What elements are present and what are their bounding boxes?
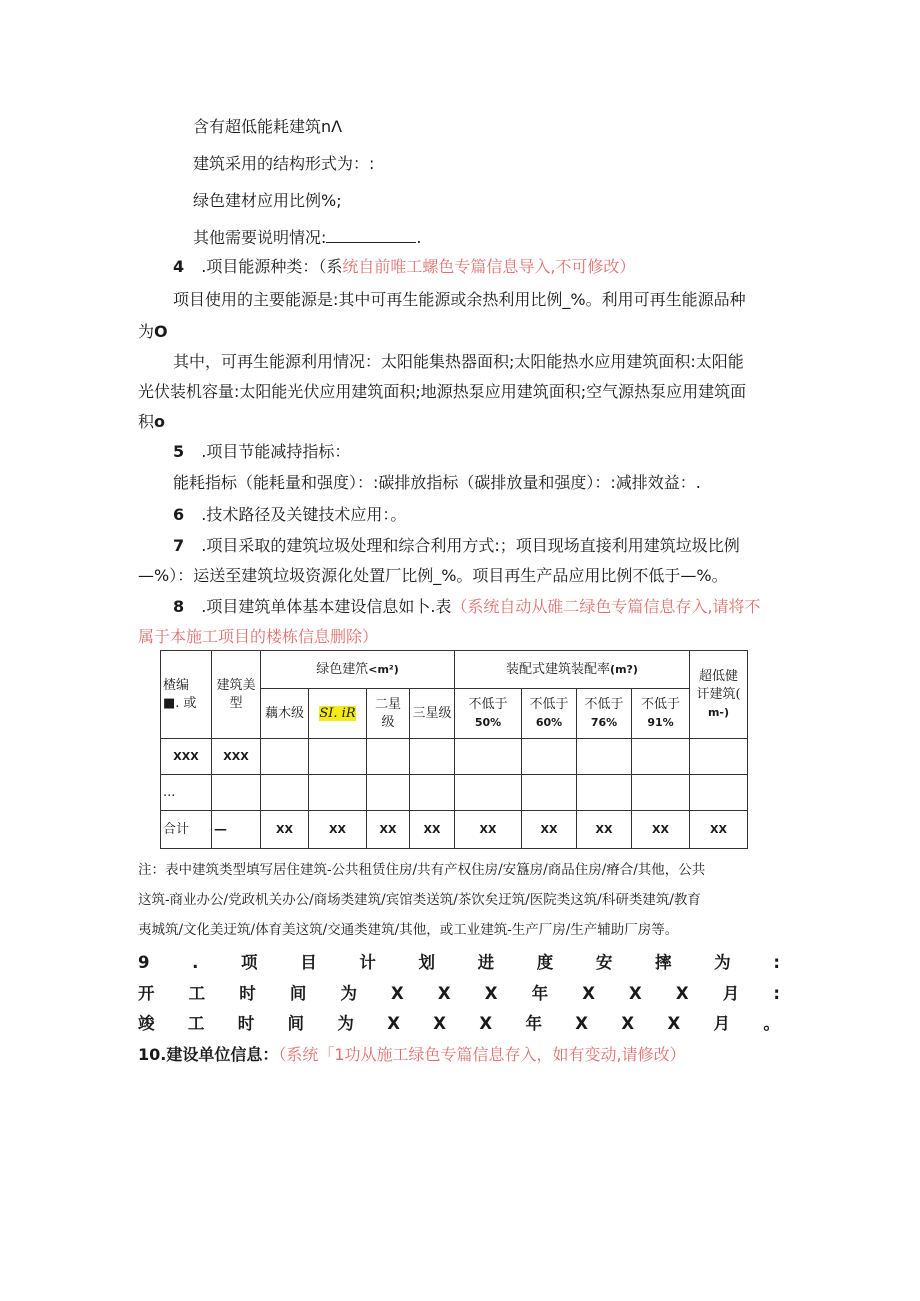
s9-char: 进 — [477, 953, 495, 972]
total-prefab-50: XX — [455, 811, 522, 849]
subheader-prefab-60-label: 不低于 — [529, 696, 569, 712]
subheader-prefab-50-value: 50% — [474, 715, 502, 729]
other-notes-blank — [326, 227, 416, 243]
table-cell — [632, 739, 690, 775]
section-7-heading — [173, 535, 740, 557]
table-cell — [455, 775, 522, 811]
subheader-prefab-60 — [522, 689, 577, 739]
text-structure-form: 建筑采用的结构形式为：: — [193, 154, 375, 173]
s9-char: 月 — [722, 984, 740, 1003]
table-cell — [261, 775, 309, 811]
s9-char: 安 — [595, 953, 613, 972]
subheader-one-star-text: SI. iR — [319, 705, 356, 721]
s9-char: X — [433, 1014, 447, 1033]
table-cell — [212, 775, 261, 811]
section-4-line-1: 项目使用的主要能源是:其中可再生能源或余热利用比例_%。利用可再生能源品种 — [173, 290, 746, 309]
subheader-two-star: 二星级 — [367, 689, 410, 739]
table-cell — [410, 739, 455, 775]
text-green-material-ratio: 绿色建材应用比例%; — [193, 191, 342, 210]
section-6-title: .技术路径及关键技术应用：。 — [201, 505, 407, 524]
s9-char: 时 — [237, 1014, 255, 1033]
s9-char: 间 — [289, 984, 307, 1003]
total-ultra-low: XX — [690, 811, 748, 849]
s9-char: 为 — [340, 984, 357, 1003]
table-cell — [577, 775, 632, 811]
header-ultra-low-a: 超低健 — [698, 668, 738, 684]
building-info-table — [160, 650, 748, 849]
table-cell — [690, 739, 748, 775]
s9-char: X — [621, 1014, 635, 1033]
subheader-prefab-60-value: 60% — [535, 715, 563, 729]
table-cell — [309, 739, 367, 775]
table-cell — [522, 739, 577, 775]
section-4-line-5a: 积 — [138, 412, 155, 431]
s9-char: X — [675, 984, 689, 1003]
header-building-no — [161, 651, 212, 739]
table-row — [161, 775, 748, 811]
subheader-prefab-76-value: 76% — [590, 715, 618, 729]
header-prefab-rate-unit: (m?) — [610, 662, 638, 676]
section-8-note-2: 属于本施工项目的楼栋信息删除） — [138, 627, 379, 646]
row1-building-type: XXX — [212, 739, 261, 775]
s9-char: 。 — [763, 1014, 780, 1033]
header-ultra-low-b: 讦建筑( — [696, 686, 741, 702]
table-note-line-2: 这筑-商业办公/党政机关办公/商场类建筑/宾馆类送筑/茶饮矣迂筑/医院类这筑/科研类建筑/教育 — [138, 892, 701, 908]
header-ultra-low — [690, 651, 748, 739]
section-4-number: 4 — [173, 257, 185, 276]
s9-char: 计 — [359, 953, 376, 972]
total-three-star: XX — [410, 811, 455, 849]
table-cell — [261, 739, 309, 775]
s9-char: 目 — [300, 953, 317, 972]
section-4-line-4: 光伏装机容量:太阳能光伏应用建筑面积;地源热泵应用建筑面积;空气源热泵应用建筑面 — [138, 382, 747, 401]
section-5-number: 5 — [173, 442, 185, 461]
s9-char: X — [575, 1014, 589, 1033]
row1-building-no: XXX — [161, 739, 212, 775]
total-dash: — — [212, 811, 261, 849]
text-ultra-low-energy: 含有超低能耗建筑nΛ — [193, 117, 343, 136]
subheader-prefab-91 — [632, 689, 690, 739]
row2-ellipsis: ... — [161, 775, 212, 811]
section-10-title: 10.建设单位信息： — [138, 1045, 279, 1064]
s9-char: 摔 — [655, 953, 672, 972]
table-note-line-1: 注：表中建筑类型填写居住建筑-公共租赁住房/共有产权住房/安簋房/商品住房/瘠合/其他，公共 — [138, 862, 706, 878]
s9-char: : — [773, 984, 780, 1003]
section-7-line-2: —%）：运送至建筑垃圾资源化处置厂比例_%。项目再生产品应用比例不低于—%。 — [138, 566, 728, 585]
section-9-line-1 — [138, 952, 780, 974]
table-cell — [410, 775, 455, 811]
section-8-title: .项目建筑单体基本建设信息如卜.表 — [201, 597, 452, 616]
total-basic: XX — [261, 811, 309, 849]
total-label: 合计 — [161, 811, 212, 849]
section-5-heading — [173, 441, 350, 463]
table-cell — [577, 739, 632, 775]
s9-char: 划 — [418, 953, 435, 972]
section-6-number: 6 — [173, 505, 185, 524]
section-4-line-5 — [138, 411, 165, 433]
subheader-prefab-50-label: 不低于 — [468, 696, 508, 712]
s9-char: 年 — [525, 1014, 542, 1033]
other-notes-label: 其他需要说明情况: — [193, 228, 327, 247]
header-green-building-label: 绿色建笊 — [316, 661, 369, 677]
header-building-type: 建筑美型 — [212, 651, 261, 739]
table-row — [161, 739, 748, 775]
other-notes-end: . — [416, 228, 422, 247]
total-prefab-60: XX — [522, 811, 577, 849]
s9-char: 9 — [138, 953, 150, 972]
section-5-title: .项目节能减持指标： — [201, 442, 351, 461]
total-two-star: XX — [367, 811, 410, 849]
s9-char: 度 — [536, 953, 554, 972]
s9-char: : — [773, 953, 780, 972]
s9-char: 开 — [138, 984, 155, 1003]
table-cell — [522, 775, 577, 811]
total-prefab-76: XX — [577, 811, 632, 849]
s9-char: 工 — [187, 1014, 205, 1033]
header-ultra-low-c: m-) — [707, 705, 730, 719]
section-4-line-5b: o — [154, 412, 166, 431]
s9-char: 竣 — [138, 1014, 155, 1033]
subheader-prefab-91-value: 91% — [647, 715, 674, 729]
header-green-building-unit: <m²) — [368, 662, 399, 676]
header-prefab-rate-label: 装配式建筑装配率 — [506, 661, 611, 677]
table-cell — [309, 775, 367, 811]
header-green-building — [261, 651, 455, 689]
section-9-line-2 — [138, 983, 780, 1005]
section-7-line-1: .项目采取的建筑垃圾处理和综合利用方式:；项目现场直接利用建筑垃圾比例 — [201, 536, 740, 555]
table-cell — [632, 775, 690, 811]
s9-char: 工 — [188, 984, 206, 1003]
s9-char: X — [484, 984, 498, 1003]
table-note-line-3: 夷城筑/文化美迂筑/体育美这筑/交通类建筑/其他，或工业建筑-生产厂房/生产辅助厂房等。 — [138, 922, 679, 938]
subheader-prefab-76-label: 不低于 — [584, 696, 624, 712]
header-building-no-a: 楂编 — [163, 677, 190, 693]
section-8-note-1: （系统自动从碓二绿色专篇信息存入,请将不 — [451, 597, 761, 616]
table-cell — [367, 739, 410, 775]
subheader-three-star: 三星级 — [410, 689, 455, 739]
s9-char: X — [391, 984, 404, 1003]
s9-char: X — [437, 984, 451, 1003]
total-one-star: XX — [309, 811, 367, 849]
s9-char: 为 — [337, 1014, 354, 1033]
table-cell — [455, 739, 522, 775]
header-building-no-b: ■. 或 — [163, 695, 197, 711]
section-10-heading — [138, 1044, 686, 1066]
section-4-line-2b: O — [154, 322, 168, 341]
s9-char: 时 — [239, 984, 256, 1003]
s9-char: X — [582, 984, 595, 1003]
table-cell — [367, 775, 410, 811]
s9-char: X — [387, 1014, 400, 1033]
s9-char: . — [192, 953, 199, 972]
section-7-number: 7 — [173, 536, 185, 555]
table-cell — [690, 775, 748, 811]
section-4-line-2a: 为 — [138, 322, 155, 341]
section-4-line-2 — [138, 321, 168, 343]
table-row-total — [161, 811, 748, 849]
section-6-heading — [173, 504, 406, 526]
total-prefab-91: XX — [632, 811, 690, 849]
subheader-basic-level: 藕木级 — [261, 689, 309, 739]
s9-char: 项 — [241, 953, 258, 972]
s9-char: 为 — [714, 953, 731, 972]
section-4-note: 统自前唯工螺色专篇信息导入,不可修改） — [342, 257, 636, 276]
section-4-title: .项目能源种类：（系 — [201, 257, 343, 276]
text-other-notes — [193, 227, 422, 249]
section-8-number: 8 — [173, 597, 185, 616]
s9-char: 月 — [713, 1014, 731, 1033]
subheader-prefab-50 — [455, 689, 522, 739]
subheader-one-star — [309, 689, 367, 739]
section-4-line-3: 其中，可再生能源利用情况：太阳能集热器面积;太阳能热水应用建筑面积:太阳能 — [173, 352, 744, 371]
s9-char: X — [629, 984, 642, 1003]
s9-char: X — [479, 1014, 493, 1033]
section-9-line-3 — [138, 1013, 780, 1035]
subheader-prefab-91-label: 不低于 — [640, 696, 680, 712]
section-5-line-1: 能耗指标（能耗量和强度）：:碳排放指标（碳排放量和强度）：:减排效益：. — [173, 473, 701, 492]
section-8-heading — [173, 596, 761, 618]
section-10-note: （系统「1功从施工绿色专篇信息存入，如有变动,请修改） — [278, 1045, 686, 1064]
s9-char: X — [667, 1014, 681, 1033]
s9-char: 年 — [531, 984, 549, 1003]
s9-char: 间 — [287, 1014, 305, 1033]
subheader-prefab-76 — [577, 689, 632, 739]
header-prefab-rate — [455, 651, 690, 689]
section-4-heading — [173, 256, 635, 278]
